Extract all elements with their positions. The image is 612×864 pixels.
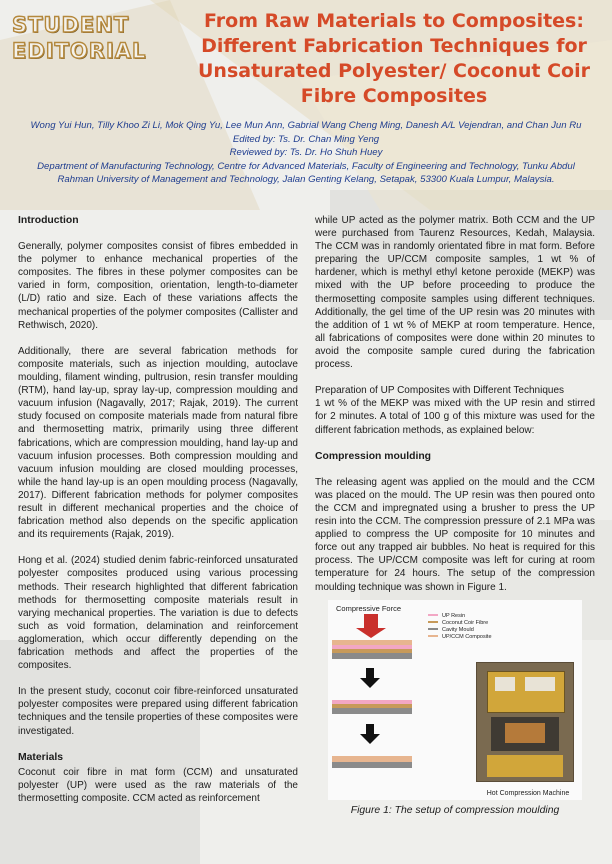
paragraph: The releasing agent was applied on the mould and the CCM was placed on the mould. The UP resin was then poured onto the CCM and impregnated using a brusher to press the UP resin into the CCM. The compression pressure of 2.1 MPa was applied to compress the UP composite for 10 minutes and force out any trapped air bubbles. No heat is required for this process. The UP/CCM composite was left for curing at room temperature for 24 hours. The setup of the compression moulding technique was shown in Figure 1.	[315, 476, 595, 593]
layer-mould	[332, 653, 412, 659]
paragraph: In the present study, coconut coir fibre-reinforced unsaturated polyester composites were prepared using different fabrication techniques and the tensile properties of these composites were investigated.	[18, 686, 298, 737]
figure-caption: Figure 1: The setup of compression moulding	[350, 804, 560, 816]
figure-1	[328, 600, 582, 800]
materials-heading: Materials	[18, 751, 64, 763]
badge-line-1: STUDENT	[12, 13, 130, 37]
header	[0, 0, 612, 210]
step-arrow-shaft	[366, 724, 374, 734]
legend-swatch	[428, 621, 438, 623]
legend-label: UP Resin	[442, 612, 466, 619]
layer-fibre	[332, 649, 412, 653]
preparation-heading: Preparation of UP Composites with Different Techniques	[315, 385, 565, 397]
step-arrow-head	[360, 678, 380, 688]
step-arrow-shaft	[366, 668, 374, 678]
edited-by: Edited by: Ts. Dr. Chan Ming Yeng	[232, 133, 380, 145]
reviewed-by: Reviewed by: Ts. Dr. Ho Shuh Huey	[229, 147, 383, 158]
paragraph: Generally, polymer composites consist of fibres embedded in the polymer to enhance mechanical properties of the composites. The fibres in these polymer composites can be varied in form, composition, orientation, length-to-diameter (L/D) ratio and size. Each of these variations affects the mechanical properties of the polymer composites (Callister and Rethwisch, 2020).	[18, 241, 298, 331]
legend	[428, 613, 492, 640]
legend-label: Cavity Mould	[442, 626, 474, 633]
force-arrow-head	[356, 628, 386, 638]
introduction-heading: Introduction	[18, 215, 79, 226]
title-line: Different Fabrication Techniques for	[201, 35, 587, 57]
badge-line-2: EDITORIAL	[12, 39, 147, 63]
layer-mould	[332, 708, 412, 714]
legend-swatch	[428, 628, 438, 630]
legend-label: UP/CCM Composite	[442, 633, 492, 640]
layer-mould	[332, 762, 412, 768]
layer-resin	[332, 700, 412, 704]
paragraph: Additionally, there are several fabrication methods for composite materials, such as injection moulding, autoclave moulding, filament winding, pultrusion, resin transfer moulding (RTM), hand lay-up, spray lay-up, compression moulding and vacuum infusion (Nagavally, 2017; Rajak, 2019). The current study focused on composite materials made from natural fibre and thermosetting matrix, primarily using three different fabrications, which are compression moulding, hand lay-up and vacuum infusion processes. Both compression moulding and vacuum infusion moulding are closed moulding processes, while the hand lay-up is an open moulding process (Nagavally, 2017). Different fabrication methods for polymer composites result in different mechanical properties and the choice of fabrication method also depends on the specific application and its requirements (Rajak, 2019).	[18, 345, 298, 541]
student-editorial-badge	[12, 12, 162, 64]
paragraph: Coconut coir fibre in mat form (CCM) and unsaturated polyester (UP) were used as the raw materials of the thermosetting composite. CCM acted as reinforcement	[18, 766, 298, 805]
right-column	[315, 214, 595, 817]
legend-swatch	[428, 614, 438, 616]
legend-label: Coconut Coir Fibre	[442, 619, 489, 626]
paragraph: 1 wt % of the MEKP was mixed with the UP resin and stirred for 2 minutes. A total of 100 g of this mixture was used for the different fabrication methods, as explained below:	[315, 398, 595, 436]
paragraph: Hong et al. (2024) studied denim fabric-reinforced unsaturated polyester composites produced using various processing methods. Their research highlighted that different fabrication methods for thermosetting composite materials result in varying mechanical properties. The variation is due to defects such as void formation, delamination and reinforcement agglomeration, which occur differently depending on the fabrication methods and affect the properties of the composites.	[18, 555, 298, 672]
layer-resin	[332, 645, 412, 649]
article-title	[178, 9, 610, 109]
layer-composite	[332, 756, 412, 762]
step-arrow-head	[360, 734, 380, 744]
title-line: Unsaturated Polyester/ Coconut Coir	[198, 60, 590, 82]
affiliation-line-1: Department of Manufacturing Technology, Centre for Advanced Materials, Faculty of Engineering and Technology, Tunku Abdul	[37, 160, 575, 172]
byline	[0, 119, 612, 187]
force-label: Compressive Force	[336, 603, 402, 613]
layer-fibre	[332, 704, 412, 708]
authors: Wong Yui Hun, Tilly Khoo Zi Li, Mok Qing Yu, Lee Mun Ann, Gabrial Wang Cheng Ming, Danesh A/L Vejendran, and Chan Jun Ru	[30, 120, 582, 131]
compression-moulding-heading: Compression moulding	[315, 450, 432, 462]
layer-composite	[332, 640, 412, 645]
title-line: Fibre Composites	[300, 85, 488, 107]
legend-swatch	[428, 635, 438, 637]
left-column	[18, 214, 298, 805]
force-arrow-shaft	[364, 614, 378, 628]
affiliation-line-2: Rahman University of Management and Technology, Jalan Genting Kelang, Setapak, 53300 Kuala Lumpur, Malaysia.	[57, 174, 555, 185]
title-line: From Raw Materials to Composites:	[204, 10, 584, 32]
machine-label: Hot Compression Machine	[486, 789, 570, 797]
paragraph: while UP acted as the polymer matrix. Both CCM and the UP were purchased from Taurenz Resources, Kedah, Malaysia. The CCM was in randomly orientated fibre in mat form. Before preparing the UP/CCM composite samples, 1 wt % of hardener, which is methyl ethyl ketone peroxide (MEKP) was mixed with the UP before proceeding to produce the thermosetting composite samples using different techniques. Additionally, the gel time of the UP resin was 20 minutes with the addition of 1 wt % of MEKP at room temperature. Hence, all fabrications of composites were done within 20 minutes to avoid the composite sample cured during the fabrication process.	[315, 215, 595, 371]
hot-compression-machine-photo	[476, 662, 574, 782]
